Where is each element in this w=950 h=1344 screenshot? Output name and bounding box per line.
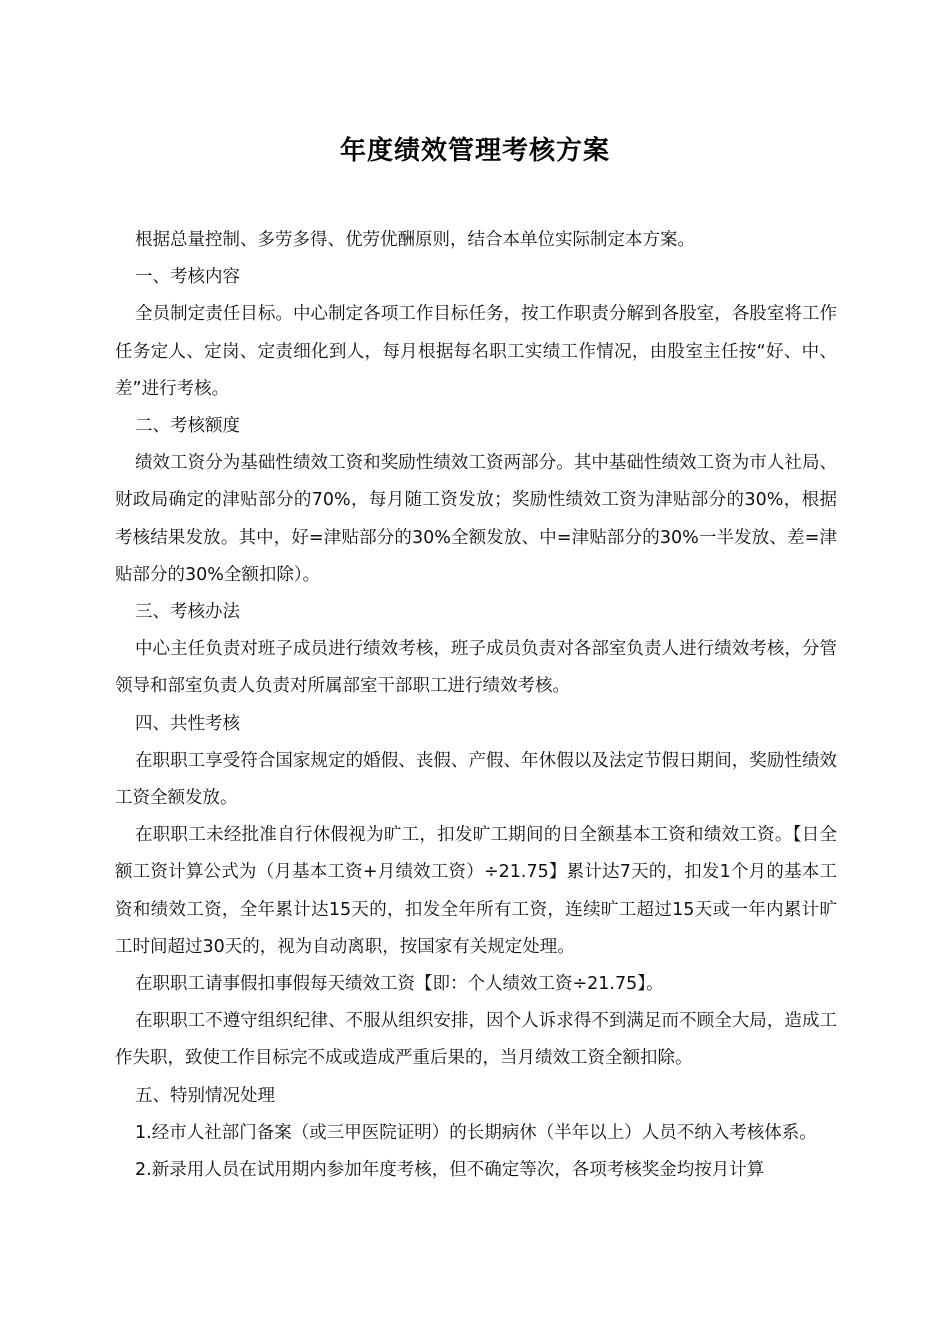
section-heading-3: 三、考核办法 — [135, 602, 240, 623]
paragraph-special-case-2: 2.新录用人员在试用期内参加年度考核，但不确定等次，各项考核奖金均按月计算 — [135, 1160, 765, 1181]
document-body — [115, 222, 837, 1189]
section-heading-2: 二、考核额度 — [135, 416, 240, 437]
section-heading-1: 一、考核内容 — [135, 267, 240, 288]
section-heading-5: 五、特别情况处理 — [135, 1085, 275, 1106]
intro-paragraph: 根据总量控制、多劳多得、优劳优酬原则，结合本单位实际制定本方案。 — [135, 230, 695, 250]
section-heading-4: 四、共性考核 — [135, 713, 240, 734]
paragraph-special-case-1: 1.经市人社部门备案（或三甲医院证明）的长期病休（半年以上）人员不纳入考核体系。 — [135, 1122, 817, 1143]
paragraph-leave-policy: 在职职工享受符合国家规定的婚假、丧假、产假、年休假以及法定节假日期间，奖励性绩效工资全额发放。 — [115, 750, 837, 809]
paragraph-personal-leave: 在职职工请事假扣事假每天绩效工资【即：个人绩效工资÷21.75】。 — [135, 974, 664, 995]
document-title: 年度绩效管理考核方案 — [339, 136, 610, 166]
paragraph-absenteeism: 在职职工未经批准自行休假视为旷工，扣发旷工期间的日全额基本工资和绩效工资。【日全额工资计算公式为（月基本工资+月绩效工资）÷21.75】累计达7天的，扣发1个月的基本工资和绩效工资，全年累计达15天的，扣发全年所有工资，连续旷工超过15天或一年内累计旷工时间超过30天的，视为自动离职，按国家有关规定处理。 — [115, 825, 837, 957]
paragraph-assessment-content: 全员制定责任目标。中心制定各项工作目标任务，按工作职责分解到各股室，各股室将工作任务定人、定岗、定责细化到人，每月根据每名职工实绩工作情况，由股室主任按“好、中、差”进行考核。 — [115, 304, 837, 399]
paragraph-assessment-amount: 绩效工资分为基础性绩效工资和奖励性绩效工资两部分。其中基础性绩效工资为市人社局、财政局确定的津贴部分的70%，每月随工资发放；奖励性绩效工资为津贴部分的30%，根据考核结果发放。其中，好=津贴部分的30%全额发放、中=津贴部分的30%一半发放、差=津贴部分的30%全额扣除）。 — [115, 453, 837, 585]
paragraph-assessment-method: 中心主任负责对班子成员进行绩效考核，班子成员负责对各部室负责人进行绩效考核，分管领导和部室负责人负责对所属部室干部职工进行绩效考核。 — [115, 639, 837, 697]
paragraph-discipline: 在职职工不遵守组织纪律、不服从组织安排，因个人诉求得不到满足而不顾全大局，造成工作失职，致使工作目标完不成或造成严重后果的，当月绩效工资全额扣除。 — [115, 1011, 837, 1069]
